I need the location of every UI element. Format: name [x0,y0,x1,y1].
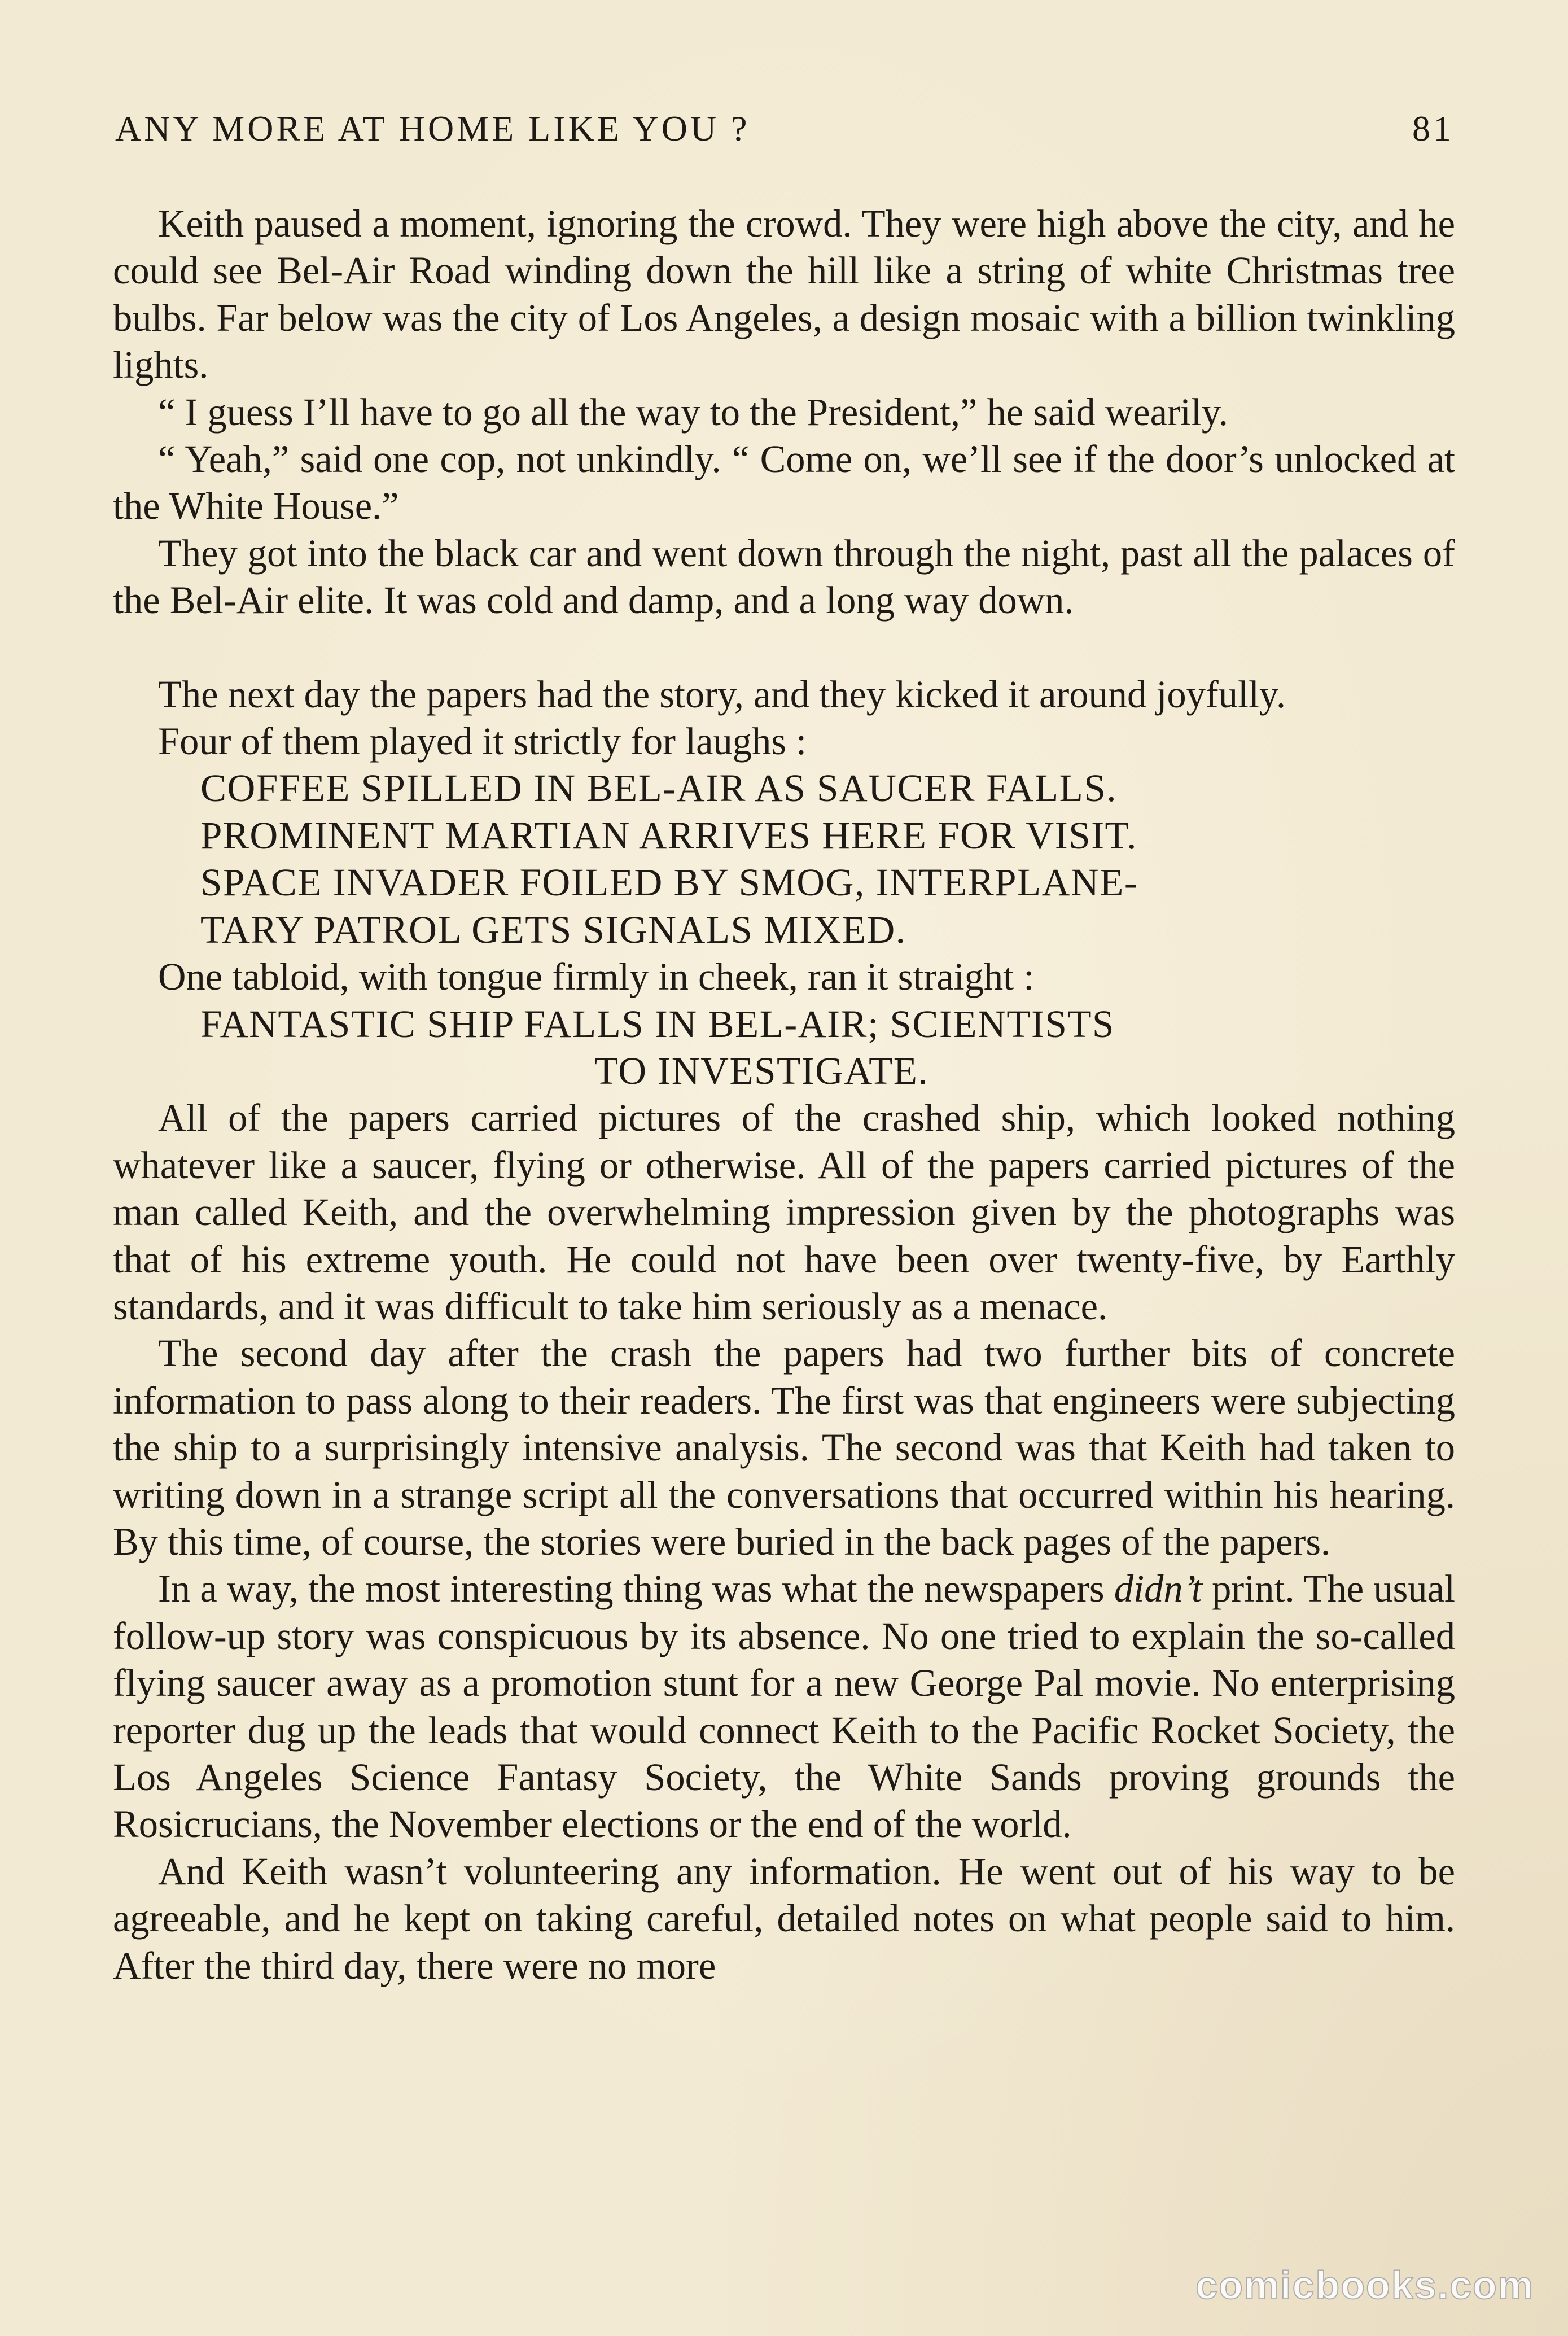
paragraph-10 [113,1565,1455,1848]
paragraph-7: One tabloid, with tongue firmly in cheek, ran it straight : [158,955,1035,999]
headline-1: COFFEE SPILLED IN BEL-AIR AS SAUCER FALLS. [200,767,1117,810]
paragraph-6: Four of them played it strictly for laughs : [158,720,807,763]
paragraph-9: The second day after the crash the papers had two further bits of concrete information to pass along to their readers. The first was that engineers were subjecting the ship to a surprisingly intensive analysis. The second was that Keith had taken to writing down in a strange script all the conversations that occurred within his hearing. By this time, of course, the stories were buried in the back pages of the papers. [113,1332,1455,1563]
headline-2: PROMINENT MARTIAN ARRIVES HERE FOR VISIT. [200,813,1137,857]
paragraph-3: “ Yeah,” said one cop, not unkindly. “ Come on, we’ll see if the door’s unlocked at the White House.” [113,438,1455,528]
headline-3-line-2: TARY PATROL GETS SIGNALS MIXED. [200,908,906,951]
paragraph-11: And Keith wasn’t volunteering any information. He went out of his way to be agreeable, and he kept on taking careful, detailed notes on what people said to him. After the third day, there were no more [113,1849,1455,1987]
emphasis-didnt: didn’t [1114,1567,1202,1611]
page-number: 81 [1412,108,1454,148]
headline-4-line-1: FANTASTIC SHIP FALLS IN BEL-AIR; SCIENTISTS [200,1002,1115,1045]
paragraph-10-end: print. The usual follow-up story was conspicuous by its absence. No one tried to explain the so-called flying saucer away as a promotion stunt for a new George Pal movie. No enterprising reporter dug up the leads that would connect Keith to the Pacific Rocket Society, the Los Angeles Science Fantasy Society, the White Sands proving grounds the Rosicrucians, the November elections or the end of the world. [113,1567,1455,1846]
section-break [113,624,1455,671]
running-title: ANY MORE AT HOME LIKE YOU ? [115,108,750,148]
headline-4-line-2: TO INVESTIGATE. [594,1049,929,1092]
paragraph-5: The next day the papers had the story, and they kicked it around joyfully. [158,672,1286,716]
running-head [115,100,1454,157]
paragraph-10-start: In a way, the most interesting thing was what the newspapers [158,1567,1114,1611]
paragraph-4: They got into the black car and went down through the night, past all the palaces of the Bel-Air elite. It was cold and damp, and a long way down. [113,531,1455,622]
body-text [113,200,1455,1989]
paragraph-8: All of the papers carried pictures of the crashed ship, which looked nothing whatever like a saucer, flying or otherwise. All of the papers carried pictures of the man called Keith, and the overwhelming impression given by the photographs was that of his extreme youth. He could not have been over twenty-five, by Earthly standards, and it was difficult to take him seriously as a menace. [113,1096,1455,1328]
paragraph-2: “ I guess I’ll have to go all the way to the President,” he said wearily. [158,390,1228,434]
headline-3-line-1: SPACE INVADER FOILED BY SMOG, INTERPLANE- [200,861,1138,904]
watermark-logo: comicbooks.com [1195,2263,1534,2307]
paragraph-1: Keith paused a moment, ignoring the crowd. They were high above the city, and he could see Bel-Air Road winding down the hill like a string of white Christmas tree bulbs. Far below was the city of Los Angeles, a design mosaic with a billion twinkling lights. [113,202,1455,387]
